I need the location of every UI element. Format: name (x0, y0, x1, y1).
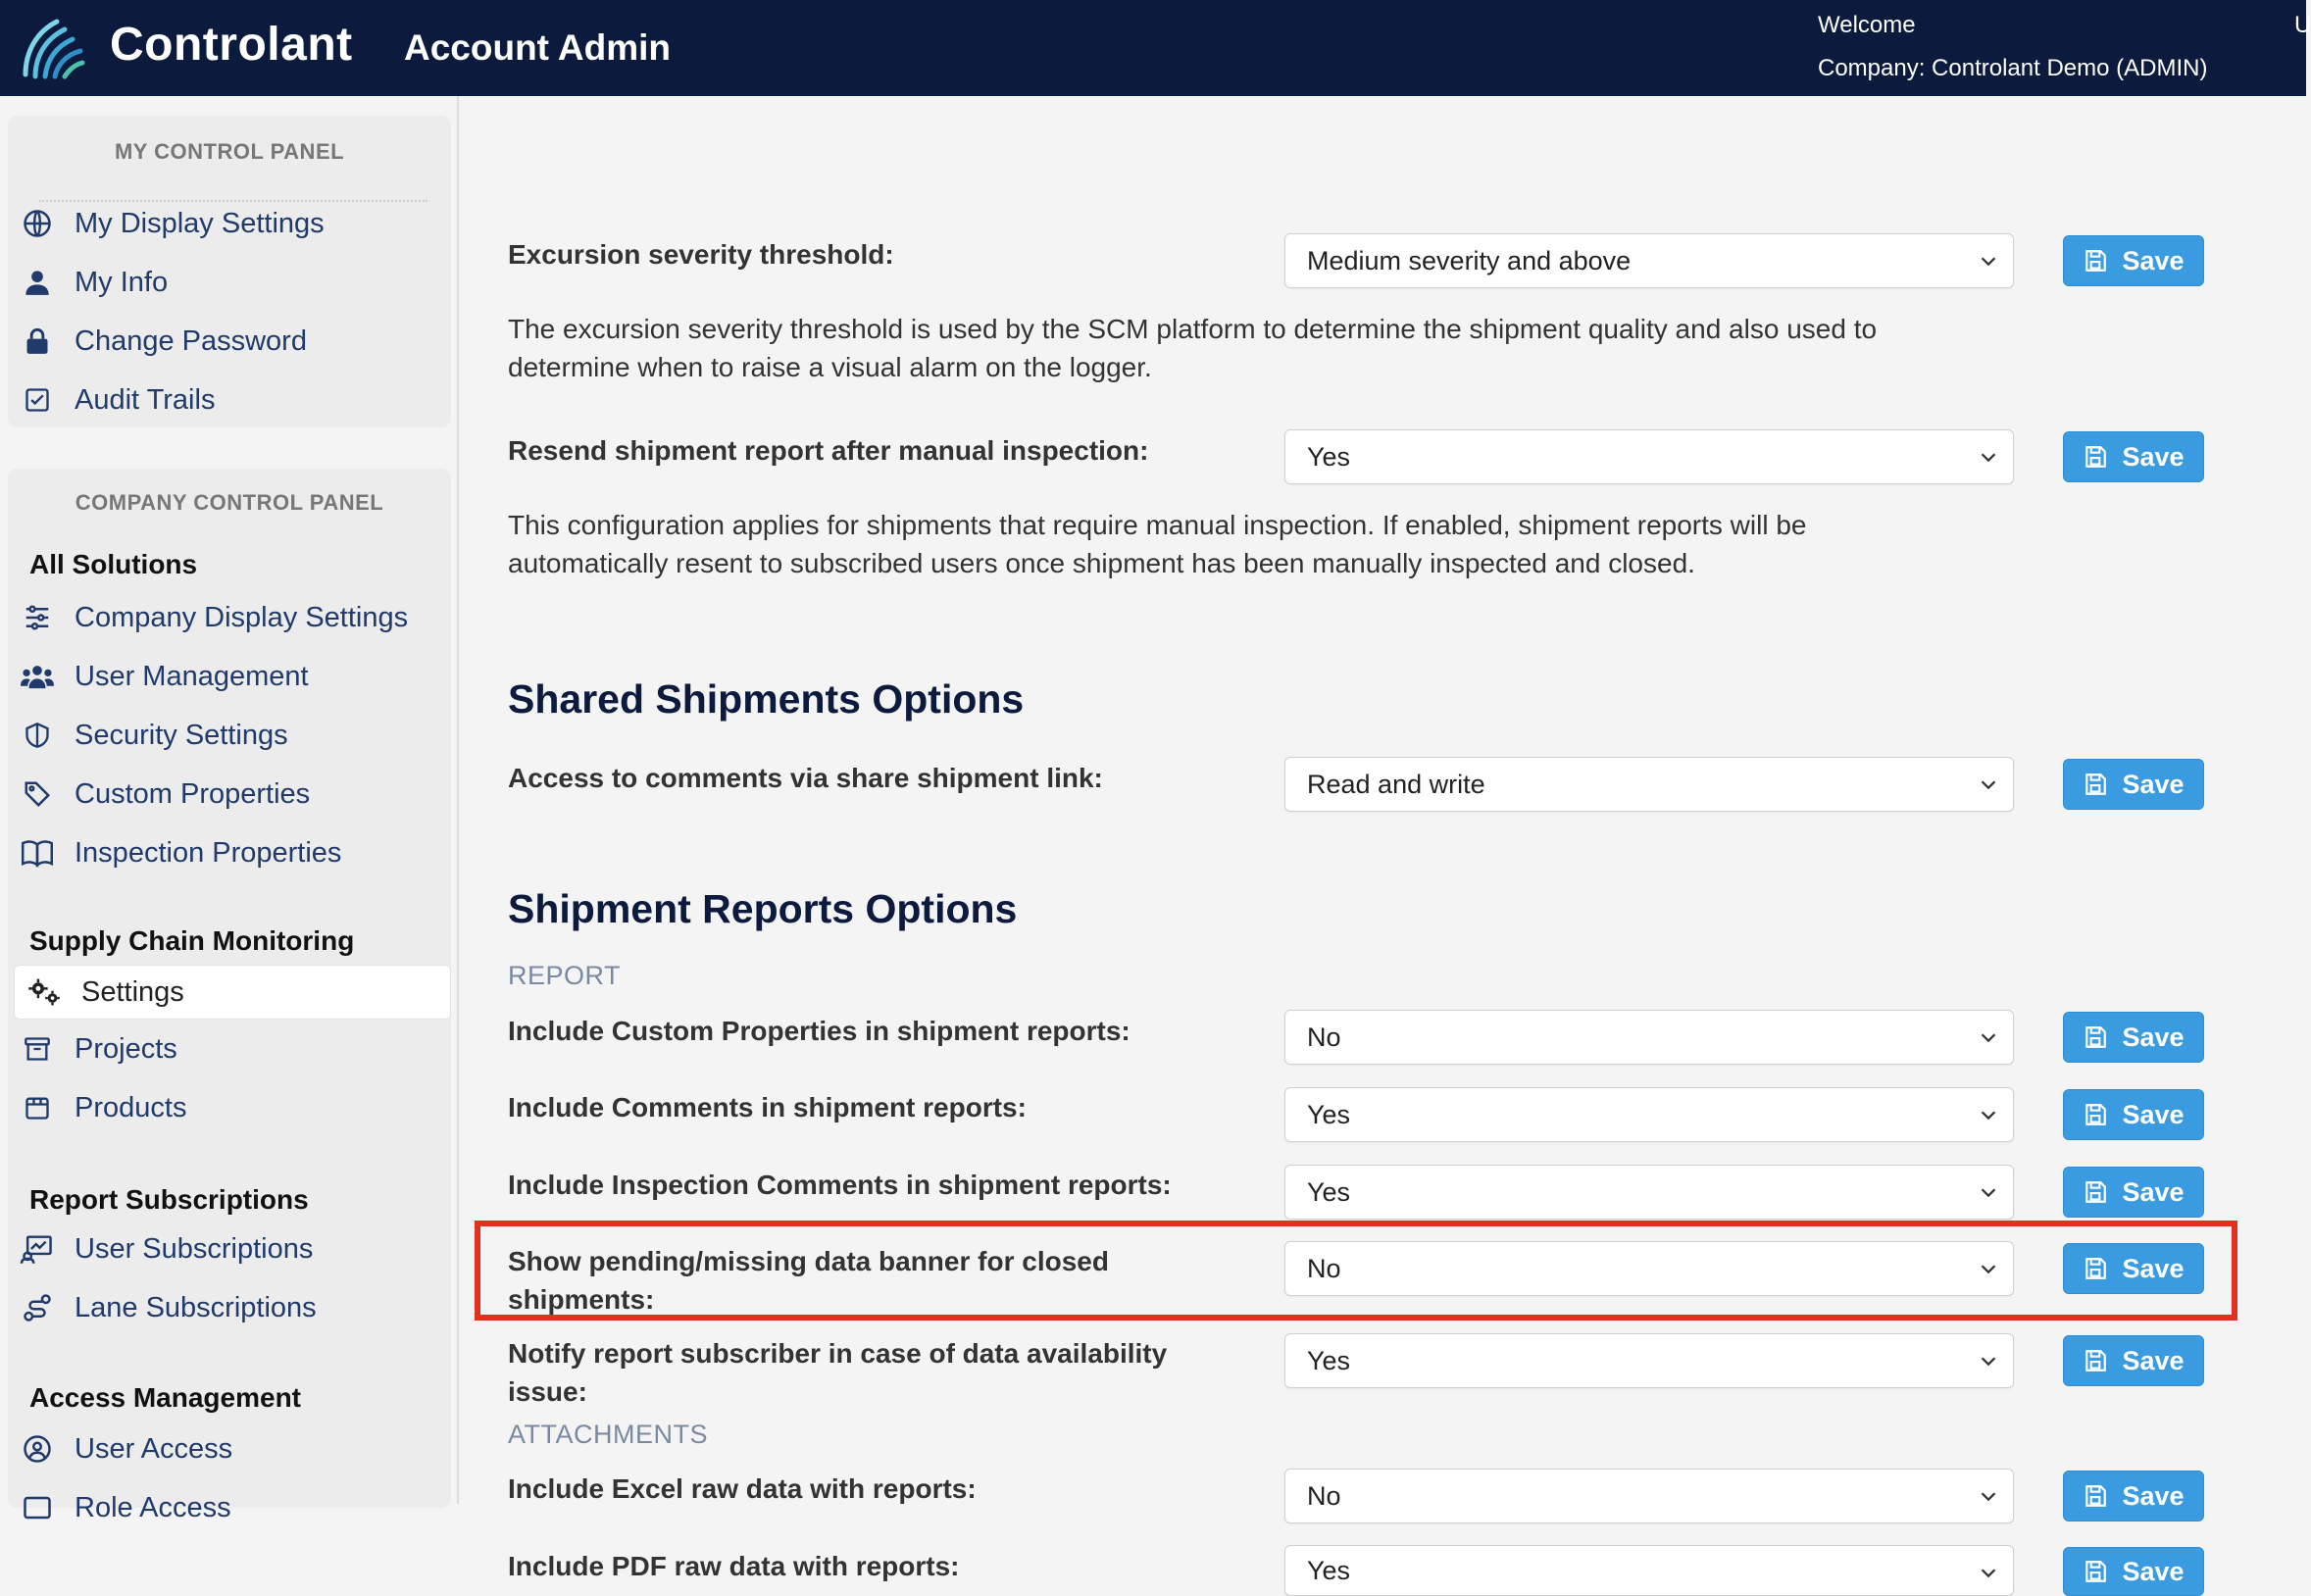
save-label: Save (2122, 1480, 2185, 1511)
route-icon (20, 1290, 55, 1325)
chevron-down-icon (1978, 1181, 1999, 1203)
include-inspection-comments-select[interactable] (1284, 1165, 2014, 1220)
sidebar-item-security-settings[interactable] (20, 710, 288, 761)
excursion-description-line-2: determine when to raise a visual alarm on the logger. (508, 352, 1152, 382)
sidebar-item-user-subscriptions[interactable] (20, 1223, 313, 1274)
notify-subscriber-label-line-2: issue: (508, 1376, 587, 1407)
include-custom-properties-select[interactable] (1284, 1010, 2014, 1065)
sidebar-item-label: Security Settings (75, 719, 288, 751)
report-subheading: REPORT (508, 961, 622, 990)
save-label: Save (2122, 1345, 2185, 1375)
sidebar-item-custom-properties[interactable] (20, 769, 310, 820)
notify-subscriber-save-button[interactable] (2063, 1335, 2204, 1386)
select-value: Yes (1307, 1555, 1351, 1585)
chevron-down-icon (1978, 1104, 1999, 1125)
top-header (0, 0, 2311, 96)
shipment-reports-heading: Shipment Reports Options (508, 886, 1018, 931)
brand-name[interactable]: Controlant (110, 19, 353, 71)
select-value: No (1307, 1022, 1341, 1052)
resend-report-label: Resend shipment report after manual inspection: (508, 435, 1149, 466)
save-label: Save (2122, 1556, 2185, 1586)
attachments-subheading: ATTACHMENTS (508, 1420, 708, 1449)
excursion-save-button[interactable] (2063, 235, 2204, 286)
access-comments-label: Access to comments via share shipment link: (508, 763, 1103, 793)
select-value: Read and write (1307, 769, 1485, 799)
include-custom-properties-save-button[interactable] (2063, 1012, 2204, 1063)
sidebar-item-user-management[interactable] (20, 651, 309, 702)
select-value: No (1307, 1253, 1341, 1283)
include-excel-save-button[interactable] (2063, 1471, 2204, 1521)
archive-icon (20, 1031, 55, 1067)
chevron-down-icon (1978, 1485, 1999, 1507)
sidebar-item-label: Projects (75, 1032, 177, 1065)
sidebar-item-projects[interactable] (20, 1023, 177, 1074)
gears-icon (26, 974, 62, 1010)
sidebar-item-my-info[interactable] (20, 257, 168, 308)
chevron-down-icon (1978, 1350, 1999, 1372)
sidebar-item-user-access[interactable] (20, 1423, 232, 1474)
users-icon (20, 659, 55, 694)
floppy-icon (2083, 248, 2108, 274)
floppy-icon (2083, 444, 2108, 470)
floppy-icon (2083, 1179, 2108, 1205)
sidebar-item-settings[interactable] (14, 965, 451, 1020)
access-management-heading: Access Management (29, 1382, 302, 1413)
include-comments-select[interactable] (1284, 1087, 2014, 1142)
select-value: Yes (1307, 1099, 1351, 1129)
save-label: Save (2122, 1176, 2185, 1207)
save-label: Save (2122, 1099, 2185, 1129)
floppy-icon (2083, 1348, 2108, 1373)
sidebar-item-label: Change Password (75, 324, 307, 357)
book-icon (20, 835, 55, 871)
pending-banner-label-line-2: shipments: (508, 1284, 655, 1315)
shield-icon (20, 718, 55, 753)
floppy-icon (2083, 1102, 2108, 1127)
roles-icon (20, 1490, 55, 1525)
select-value: Yes (1307, 1176, 1351, 1207)
sliders-icon (20, 600, 55, 635)
highlight-box (475, 1221, 2237, 1321)
sidebar (0, 96, 459, 1523)
select-value: Medium severity and above (1307, 245, 1632, 275)
notify-subscriber-select[interactable] (1284, 1333, 2014, 1388)
include-comments-save-button[interactable] (2063, 1089, 2204, 1140)
resend-report-select[interactable] (1284, 429, 2014, 484)
access-comments-select[interactable] (1284, 757, 2014, 812)
sidebar-item-label: My Display Settings (75, 207, 325, 239)
chevron-down-icon (1978, 1562, 1999, 1583)
sidebar-item-label: User Access (75, 1432, 233, 1465)
save-label: Save (2122, 769, 2185, 799)
chart-icon (20, 1231, 55, 1267)
floppy-icon (2083, 1559, 2108, 1584)
user-circle-icon (20, 1431, 55, 1467)
controlant-logo-icon (18, 14, 86, 82)
globe-icon (20, 206, 55, 241)
user-icon (20, 265, 55, 300)
floppy-icon (2083, 1024, 2108, 1050)
save-label: Save (2122, 245, 2185, 275)
resend-description-line-2: automatically resent to subscribed users once shipment has been manually inspected and closed. (508, 548, 1695, 578)
sidebar-item-my-display-settings[interactable] (20, 198, 325, 249)
include-pdf-label: Include PDF raw data with reports: (508, 1551, 960, 1581)
save-label: Save (2122, 441, 2185, 472)
floppy-icon (2083, 1483, 2108, 1509)
include-excel-label: Include Excel raw data with reports: (508, 1473, 977, 1504)
sidebar-item-label: My Info (75, 266, 169, 298)
include-inspection-comments-save-button[interactable] (2063, 1167, 2204, 1218)
sidebar-item-change-password[interactable] (20, 316, 307, 367)
notify-subscriber-label-line-1: Notify report subscriber in case of data availability (508, 1338, 1168, 1369)
box-icon (20, 1090, 55, 1125)
scm-heading: Supply Chain Monitoring (29, 925, 355, 956)
sidebar-item-lane-subscriptions[interactable] (20, 1282, 317, 1333)
excursion-threshold-label: Excursion severity threshold: (508, 239, 894, 270)
include-custom-properties-label: Include Custom Properties in shipment reports: (508, 1016, 1130, 1046)
sidebar-item-label: User Subscriptions (75, 1232, 314, 1265)
select-value: Yes (1307, 1345, 1351, 1375)
chevron-down-icon (1978, 250, 1999, 272)
notify-subscriber-label (508, 1334, 1184, 1411)
my-control-panel-title: MY CONTROL PANEL (114, 139, 345, 164)
access-comments-save-button[interactable] (2063, 759, 2204, 810)
chevron-down-icon (1978, 1026, 1999, 1048)
chevron-down-icon (1978, 446, 1999, 468)
tag-icon (20, 776, 55, 812)
include-pdf-save-button[interactable] (2063, 1547, 2204, 1596)
sidebar-item-audit-trails[interactable] (20, 374, 215, 425)
sidebar-item-label: Audit Trails (75, 383, 216, 416)
company-text: Company: Controlant Demo (ADMIN) (1818, 55, 2208, 81)
include-excel-select[interactable] (1284, 1469, 2014, 1523)
include-comments-label: Include Comments in shipment reports: (508, 1092, 1027, 1122)
excursion-threshold-select[interactable] (1284, 233, 2014, 288)
include-pdf-select[interactable] (1284, 1545, 2014, 1596)
chevron-down-icon (1978, 773, 1999, 795)
report-subscriptions-heading: Report Subscriptions (29, 1184, 309, 1215)
select-value: No (1307, 1480, 1341, 1511)
sidebar-item-label: Custom Properties (75, 777, 311, 810)
sidebar-item-label: Lane Subscriptions (75, 1291, 317, 1323)
include-inspection-comments-label: Include Inspection Comments in shipment reports: (508, 1170, 1172, 1200)
save-label: Save (2122, 1022, 2185, 1052)
sidebar-item-label: Products (75, 1091, 187, 1123)
sidebar-item-products[interactable] (20, 1082, 186, 1133)
shared-shipments-heading: Shared Shipments Options (508, 676, 1025, 722)
sidebar-item-label: Settings (81, 975, 184, 1008)
select-value: Yes (1307, 441, 1351, 472)
sidebar-item-company-display-settings[interactable] (20, 592, 408, 643)
sidebar-item-label: Company Display Settings (75, 601, 409, 633)
lock-icon (20, 324, 55, 359)
resend-save-button[interactable] (2063, 431, 2204, 482)
sidebar-item-label: Inspection Properties (75, 836, 342, 869)
app-title: Account Admin (404, 27, 672, 68)
company-control-panel-title: COMPANY CONTROL PANEL (75, 490, 384, 515)
resend-description-line-1: This configuration applies for shipments that require manual inspection. If enabled, shipment reports will be (508, 510, 1807, 540)
checkbox-icon (20, 382, 55, 418)
welcome-text: Welcome (1818, 12, 1916, 38)
sidebar-item-inspection-properties[interactable] (20, 827, 341, 878)
user-menu-edge[interactable]: U (2294, 12, 2311, 38)
all-solutions-heading: All Solutions (29, 549, 198, 579)
floppy-icon (2083, 772, 2108, 797)
pending-banner-label-line-1: Show pending/missing data banner for closed (508, 1246, 1109, 1276)
save-label: Save (2122, 1253, 2185, 1283)
excursion-description-line-1: The excursion severity threshold is used by the SCM platform to determine the shipment quality and also used to (508, 314, 1878, 344)
sidebar-item-label: Role Access (75, 1491, 231, 1523)
sidebar-item-label: User Management (75, 660, 309, 692)
sidebar-item-role-access[interactable] (20, 1482, 231, 1533)
